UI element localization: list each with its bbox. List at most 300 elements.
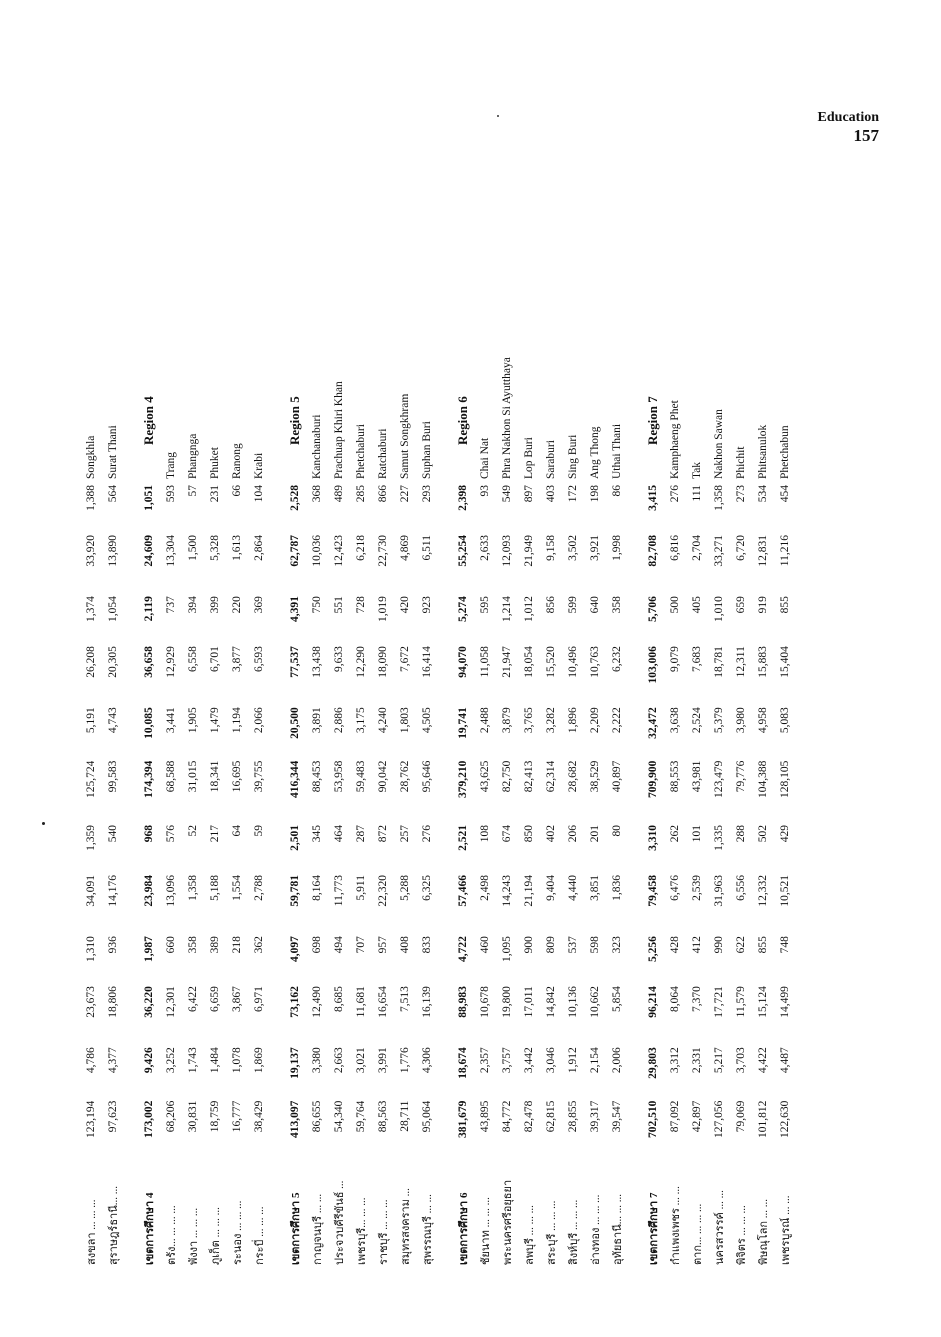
english-name-cell: Phetchaburi bbox=[355, 424, 367, 480]
value-cell: 36,658 bbox=[143, 646, 155, 678]
value-cell: 1,905 bbox=[187, 707, 199, 734]
thai-name-cell: พิษณุโลก ... ... bbox=[758, 1198, 770, 1265]
value-cell: 86 bbox=[611, 485, 623, 497]
page-number: 157 bbox=[853, 126, 879, 146]
value-cell: 11,058 bbox=[479, 646, 491, 678]
value-cell: 8,164 bbox=[311, 875, 323, 901]
value-cell: 6,593 bbox=[253, 646, 265, 673]
value-cell: 389 bbox=[209, 936, 221, 954]
value-cell: 10,036 bbox=[311, 535, 323, 567]
value-cell: 4,097 bbox=[289, 936, 301, 962]
value-cell: 856 bbox=[545, 596, 557, 614]
english-name-cell: Ratchaburi bbox=[377, 428, 389, 480]
value-cell: 14,176 bbox=[107, 875, 119, 907]
value-cell: 5,706 bbox=[647, 596, 659, 623]
value-cell: 403 bbox=[545, 485, 557, 503]
value-cell: 88,983 bbox=[457, 986, 469, 1018]
value-cell: 14,499 bbox=[779, 986, 791, 1018]
value-cell: 1,836 bbox=[611, 875, 623, 901]
value-cell: 368 bbox=[311, 485, 323, 503]
value-cell: 18,806 bbox=[107, 986, 119, 1018]
value-cell: 19,800 bbox=[501, 986, 513, 1018]
value-cell: 12,490 bbox=[311, 986, 323, 1018]
value-cell: 659 bbox=[735, 596, 747, 614]
value-cell: 2,633 bbox=[479, 535, 491, 561]
value-cell: 17,011 bbox=[523, 986, 535, 1018]
value-cell: 4,240 bbox=[377, 707, 389, 734]
thai-name-cell: ราชบุรี ... ... ... bbox=[378, 1199, 390, 1265]
value-cell: 174,394 bbox=[143, 760, 155, 798]
value-cell: 90,042 bbox=[377, 760, 389, 793]
value-cell: 413,097 bbox=[289, 1100, 301, 1138]
scan-speck bbox=[497, 115, 499, 117]
thai-name-cell: ตาก... ... ... ... bbox=[692, 1203, 704, 1265]
value-cell: 206 bbox=[567, 825, 579, 843]
value-cell: 936 bbox=[107, 936, 119, 954]
value-cell: 564 bbox=[107, 485, 119, 503]
value-cell: 16,139 bbox=[421, 986, 433, 1018]
value-cell: 79,069 bbox=[735, 1100, 747, 1133]
value-cell: 381,679 bbox=[457, 1100, 469, 1138]
value-cell: 88,563 bbox=[377, 1100, 389, 1133]
value-cell: 3,638 bbox=[669, 707, 681, 734]
value-cell: 12,423 bbox=[333, 535, 345, 567]
english-name-cell: Chai Nat bbox=[479, 437, 491, 480]
english-name-cell: Tak bbox=[691, 461, 703, 480]
value-cell: 599 bbox=[567, 596, 579, 614]
value-cell: 9,404 bbox=[545, 875, 557, 901]
value-cell: 39,755 bbox=[253, 760, 265, 793]
value-cell: 43,981 bbox=[691, 760, 703, 793]
thai-name-cell: สระบุรี ... ... ... bbox=[546, 1200, 558, 1265]
value-cell: 77,537 bbox=[289, 646, 301, 678]
value-cell: 82,478 bbox=[523, 1100, 535, 1133]
value-cell: 709,900 bbox=[647, 760, 659, 798]
value-cell: 99,583 bbox=[107, 760, 119, 793]
table-row bbox=[394, 265, 416, 1265]
value-cell: 7,370 bbox=[691, 986, 703, 1012]
value-cell: 737 bbox=[165, 596, 177, 614]
value-cell: 3,310 bbox=[647, 825, 659, 851]
value-cell: 173,002 bbox=[143, 1100, 155, 1138]
value-cell: 399 bbox=[209, 596, 221, 614]
value-cell: 16,414 bbox=[421, 646, 433, 678]
value-cell: 88,553 bbox=[669, 760, 681, 793]
value-cell: 3,380 bbox=[311, 1047, 323, 1074]
value-cell: 11,681 bbox=[355, 986, 367, 1018]
value-cell: 86,655 bbox=[311, 1100, 323, 1133]
value-cell: 660 bbox=[165, 936, 177, 954]
value-cell: 231 bbox=[209, 485, 221, 503]
table-row bbox=[102, 265, 124, 1265]
thai-name-cell: ระนอง ... ... ... bbox=[232, 1200, 244, 1265]
value-cell: 674 bbox=[501, 825, 513, 843]
english-name-cell: Surat Thani bbox=[107, 425, 119, 480]
value-cell: 1,803 bbox=[399, 707, 411, 734]
value-cell: 96,214 bbox=[647, 986, 659, 1018]
value-cell: 2,539 bbox=[691, 875, 703, 901]
value-cell: 5,328 bbox=[209, 535, 221, 561]
table-row bbox=[664, 265, 686, 1265]
english-name-cell: Phuket bbox=[209, 447, 221, 480]
value-cell: 10,521 bbox=[779, 875, 791, 907]
value-cell: 5,188 bbox=[209, 875, 221, 901]
value-cell: 429 bbox=[779, 825, 791, 843]
value-cell: 220 bbox=[231, 596, 243, 614]
value-cell: 728 bbox=[355, 596, 367, 614]
value-cell: 1,358 bbox=[187, 875, 199, 901]
value-cell: 923 bbox=[421, 596, 433, 614]
value-cell: 750 bbox=[311, 596, 323, 614]
value-cell: 18,341 bbox=[209, 760, 221, 793]
value-cell: 64 bbox=[231, 825, 243, 837]
thai-name-cell: เพชรบูรณ์ ... ... bbox=[780, 1195, 792, 1265]
value-cell: 6,558 bbox=[187, 646, 199, 673]
table-row bbox=[774, 265, 796, 1265]
value-cell: 5,274 bbox=[457, 596, 469, 623]
english-name-cell: Saraburi bbox=[545, 440, 557, 480]
value-cell: 95,646 bbox=[421, 760, 433, 793]
english-name-cell: Samut Songkhram bbox=[399, 393, 411, 480]
value-cell: 4,422 bbox=[757, 1047, 769, 1074]
value-cell: 218 bbox=[231, 936, 243, 954]
thai-name-cell: กำแพงเพชร ... ... bbox=[670, 1186, 682, 1265]
value-cell: 640 bbox=[589, 596, 601, 614]
value-cell: 5,911 bbox=[355, 875, 367, 901]
value-cell: 1,743 bbox=[187, 1047, 199, 1074]
value-cell: 11,216 bbox=[779, 535, 791, 567]
value-cell: 534 bbox=[757, 485, 769, 503]
value-cell: 3,921 bbox=[589, 535, 601, 561]
value-cell: 12,332 bbox=[757, 875, 769, 907]
value-cell: 502 bbox=[757, 825, 769, 843]
value-cell: 2,331 bbox=[691, 1047, 703, 1074]
table-row bbox=[80, 265, 102, 1265]
value-cell: 1,500 bbox=[187, 535, 199, 561]
value-cell: 3,879 bbox=[501, 707, 513, 734]
value-cell: 4,505 bbox=[421, 707, 433, 734]
value-cell: 968 bbox=[143, 825, 155, 843]
value-cell: 21,194 bbox=[523, 875, 535, 907]
value-cell: 9,079 bbox=[669, 646, 681, 673]
value-cell: 16,695 bbox=[231, 760, 243, 793]
value-cell: 10,678 bbox=[479, 986, 491, 1018]
value-cell: 3,991 bbox=[377, 1047, 389, 1074]
thai-name-cell: สุพรรณบุรี ... ... bbox=[422, 1194, 434, 1265]
english-name-cell: Krabi bbox=[253, 452, 265, 480]
value-cell: 358 bbox=[187, 936, 199, 954]
value-cell: 593 bbox=[165, 485, 177, 503]
table-row bbox=[730, 265, 752, 1265]
value-cell: 13,890 bbox=[107, 535, 119, 567]
value-cell: 39,547 bbox=[611, 1100, 623, 1133]
value-cell: 3,867 bbox=[231, 986, 243, 1012]
value-cell: 748 bbox=[779, 936, 791, 954]
english-name-cell: Kamphaeng Phet bbox=[669, 400, 681, 480]
value-cell: 362 bbox=[253, 936, 265, 954]
english-name-cell: Songkhla bbox=[85, 435, 97, 480]
value-cell: 4,958 bbox=[757, 707, 769, 734]
value-cell: 3,442 bbox=[523, 1047, 535, 1074]
english-name-cell: Trang bbox=[165, 451, 177, 480]
statistics-table bbox=[80, 265, 796, 1265]
value-cell: 68,206 bbox=[165, 1100, 177, 1133]
value-cell: 428 bbox=[669, 936, 681, 954]
value-cell: 13,096 bbox=[165, 875, 177, 907]
value-cell: 14,243 bbox=[501, 875, 513, 907]
value-cell: 4,306 bbox=[421, 1047, 433, 1074]
value-cell: 2,886 bbox=[333, 707, 345, 734]
table-row bbox=[686, 265, 708, 1265]
thai-name-cell: สงขลา ... ... ... bbox=[86, 1199, 98, 1265]
value-cell: 9,158 bbox=[545, 535, 557, 561]
rotated-table-container bbox=[80, 265, 880, 1265]
value-cell: 549 bbox=[501, 485, 513, 503]
english-name-cell: Uthai Thani bbox=[611, 423, 623, 480]
value-cell: 10,136 bbox=[567, 986, 579, 1018]
value-cell: 10,763 bbox=[589, 646, 601, 678]
thai-name-cell: เขตการศึกษา 4 bbox=[144, 1192, 156, 1265]
value-cell: 31,963 bbox=[713, 875, 725, 907]
value-cell: 872 bbox=[377, 825, 389, 843]
value-cell: 95,064 bbox=[421, 1100, 433, 1133]
value-cell: 22,730 bbox=[377, 535, 389, 567]
block-spacer bbox=[628, 265, 642, 1265]
value-cell: 227 bbox=[399, 485, 411, 503]
thai-name-cell: เขตการศึกษา 7 bbox=[648, 1192, 660, 1265]
value-cell: 9,633 bbox=[333, 646, 345, 673]
value-cell: 1,078 bbox=[231, 1047, 243, 1074]
english-name-cell: Ranong bbox=[231, 443, 243, 480]
value-cell: 2,788 bbox=[253, 875, 265, 901]
region-total-row bbox=[138, 265, 160, 1265]
value-cell: 288 bbox=[735, 825, 747, 843]
table-row bbox=[606, 265, 628, 1265]
value-cell: 57,466 bbox=[457, 875, 469, 907]
value-cell: 14,842 bbox=[545, 986, 557, 1018]
value-cell: 3,765 bbox=[523, 707, 535, 734]
thai-name-cell: นครสวรรค์ ... ... bbox=[714, 1190, 726, 1265]
value-cell: 62,815 bbox=[545, 1100, 557, 1133]
value-cell: 2,006 bbox=[611, 1047, 623, 1074]
value-cell: 3,252 bbox=[165, 1047, 177, 1074]
value-cell: 4,440 bbox=[567, 875, 579, 901]
value-cell: 5,379 bbox=[713, 707, 725, 734]
value-cell: 5,083 bbox=[779, 707, 791, 734]
value-cell: 87,092 bbox=[669, 1100, 681, 1133]
thai-name-cell: เขตการศึกษา 5 bbox=[290, 1192, 302, 1265]
value-cell: 59 bbox=[253, 825, 265, 837]
value-cell: 12,301 bbox=[165, 986, 177, 1018]
value-cell: 1,019 bbox=[377, 596, 389, 623]
value-cell: 13,304 bbox=[165, 535, 177, 567]
thai-name-cell: พระนครศรีอยุธยา bbox=[502, 1179, 514, 1265]
value-cell: 68,588 bbox=[165, 760, 177, 793]
value-cell: 128,105 bbox=[779, 760, 791, 798]
value-cell: 900 bbox=[523, 936, 535, 954]
value-cell: 1,010 bbox=[713, 596, 725, 623]
value-cell: 12,290 bbox=[355, 646, 367, 678]
value-cell: 489 bbox=[333, 485, 345, 503]
value-cell: 8,685 bbox=[333, 986, 345, 1012]
english-name-cell: Region 4 bbox=[141, 396, 156, 446]
table-row bbox=[496, 265, 518, 1265]
value-cell: 919 bbox=[757, 596, 769, 614]
value-cell: 2,663 bbox=[333, 1047, 345, 1074]
value-cell: 31,015 bbox=[187, 760, 199, 793]
value-cell: 12,929 bbox=[165, 646, 177, 678]
value-cell: 3,877 bbox=[231, 646, 243, 673]
value-cell: 1,987 bbox=[143, 936, 155, 962]
value-cell: 2,704 bbox=[691, 535, 703, 561]
value-cell: 42,897 bbox=[691, 1100, 703, 1133]
value-cell: 707 bbox=[355, 936, 367, 954]
value-cell: 1,012 bbox=[523, 596, 535, 623]
block-spacer bbox=[124, 265, 138, 1265]
thai-name-cell: ชัยนาท ... ... ... bbox=[480, 1197, 492, 1265]
value-cell: 2,488 bbox=[479, 707, 491, 734]
value-cell: 19,741 bbox=[457, 707, 469, 739]
value-cell: 420 bbox=[399, 596, 411, 614]
value-cell: 43,895 bbox=[479, 1100, 491, 1133]
english-name-cell: Phetchabun bbox=[779, 425, 791, 480]
value-cell: 405 bbox=[691, 596, 703, 614]
value-cell: 20,305 bbox=[107, 646, 119, 678]
value-cell: 10,085 bbox=[143, 707, 155, 739]
value-cell: 460 bbox=[479, 936, 491, 954]
value-cell: 293 bbox=[421, 485, 433, 503]
value-cell: 2,498 bbox=[479, 875, 491, 901]
value-cell: 82,413 bbox=[523, 760, 535, 793]
value-cell: 262 bbox=[669, 825, 681, 843]
value-cell: 1,912 bbox=[567, 1047, 579, 1074]
value-cell: 101 bbox=[691, 825, 703, 843]
value-cell: 22,320 bbox=[377, 875, 389, 907]
english-name-cell: Phichit bbox=[735, 446, 747, 480]
value-cell: 34,091 bbox=[85, 875, 97, 907]
value-cell: 82,750 bbox=[501, 760, 513, 793]
thai-name-cell: ลพบุรี ... ... ... bbox=[524, 1205, 536, 1265]
value-cell: 257 bbox=[399, 825, 411, 843]
value-cell: 172 bbox=[567, 485, 579, 503]
region-total-row bbox=[284, 265, 306, 1265]
value-cell: 345 bbox=[311, 825, 323, 843]
value-cell: 16,777 bbox=[231, 1100, 243, 1133]
value-cell: 1,095 bbox=[501, 936, 513, 962]
thai-name-cell: พังงา ... ... ... bbox=[188, 1207, 200, 1265]
value-cell: 18,781 bbox=[713, 646, 725, 678]
value-cell: 833 bbox=[421, 936, 433, 954]
value-cell: 4,786 bbox=[85, 1047, 97, 1074]
value-cell: 10,496 bbox=[567, 646, 579, 678]
value-cell: 111 bbox=[691, 485, 703, 502]
value-cell: 23,984 bbox=[143, 875, 155, 907]
value-cell: 59,764 bbox=[355, 1100, 367, 1133]
value-cell: 2,066 bbox=[253, 707, 265, 734]
value-cell: 3,502 bbox=[567, 535, 579, 561]
value-cell: 1,194 bbox=[231, 707, 243, 734]
value-cell: 3,282 bbox=[545, 707, 557, 734]
table-row bbox=[540, 265, 562, 1265]
value-cell: 1,869 bbox=[253, 1047, 265, 1074]
value-cell: 850 bbox=[523, 825, 535, 843]
table-row bbox=[474, 265, 496, 1265]
value-cell: 3,046 bbox=[545, 1047, 557, 1074]
value-cell: 4,377 bbox=[107, 1047, 119, 1074]
table-row bbox=[518, 265, 540, 1265]
value-cell: 990 bbox=[713, 936, 725, 954]
value-cell: 20,500 bbox=[289, 707, 301, 739]
section-title: Education bbox=[817, 110, 879, 125]
value-cell: 2,528 bbox=[289, 485, 301, 511]
value-cell: 855 bbox=[757, 936, 769, 954]
value-cell: 15,124 bbox=[757, 986, 769, 1018]
value-cell: 88,453 bbox=[311, 760, 323, 793]
value-cell: 855 bbox=[779, 596, 791, 614]
english-name-cell: Phra Nakhon Si Ayutthaya bbox=[501, 357, 513, 480]
value-cell: 104,388 bbox=[757, 760, 769, 798]
value-cell: 809 bbox=[545, 936, 557, 954]
value-cell: 537 bbox=[567, 936, 579, 954]
value-cell: 3,021 bbox=[355, 1047, 367, 1074]
value-cell: 123,479 bbox=[713, 760, 725, 798]
value-cell: 412 bbox=[691, 936, 703, 954]
value-cell: 1,358 bbox=[713, 485, 725, 511]
value-cell: 97,623 bbox=[107, 1100, 119, 1133]
value-cell: 6,701 bbox=[209, 646, 221, 673]
value-cell: 1,896 bbox=[567, 707, 579, 734]
value-cell: 62,314 bbox=[545, 760, 557, 793]
value-cell: 4,487 bbox=[779, 1047, 791, 1074]
value-cell: 4,391 bbox=[289, 596, 301, 623]
value-cell: 6,971 bbox=[253, 986, 265, 1012]
value-cell: 897 bbox=[523, 485, 535, 503]
value-cell: 43,625 bbox=[479, 760, 491, 793]
value-cell: 2,864 bbox=[253, 535, 265, 561]
table-row bbox=[204, 265, 226, 1265]
value-cell: 408 bbox=[399, 936, 411, 954]
value-cell: 7,683 bbox=[691, 646, 703, 673]
value-cell: 5,191 bbox=[85, 707, 97, 734]
value-cell: 2,222 bbox=[611, 707, 623, 734]
value-cell: 15,404 bbox=[779, 646, 791, 678]
value-cell: 358 bbox=[611, 596, 623, 614]
table-row bbox=[584, 265, 606, 1265]
value-cell: 38,429 bbox=[253, 1100, 265, 1133]
value-cell: 30,831 bbox=[187, 1100, 199, 1133]
value-cell: 28,855 bbox=[567, 1100, 579, 1133]
value-cell: 54,340 bbox=[333, 1100, 345, 1133]
value-cell: 1,335 bbox=[713, 825, 725, 851]
value-cell: 5,854 bbox=[611, 986, 623, 1012]
value-cell: 379,210 bbox=[457, 760, 469, 798]
value-cell: 15,883 bbox=[757, 646, 769, 678]
thai-name-cell: พิจิตร ... ... ... bbox=[736, 1205, 748, 1265]
english-name-cell: Prachuap Khiri Khan bbox=[333, 381, 345, 480]
value-cell: 16,654 bbox=[377, 986, 389, 1018]
value-cell: 122,630 bbox=[779, 1100, 791, 1138]
thai-name-cell: ประจวบคีรีขันธ์ ... bbox=[334, 1180, 346, 1265]
value-cell: 79,776 bbox=[735, 760, 747, 793]
value-cell: 1,998 bbox=[611, 535, 623, 561]
block-spacer bbox=[270, 265, 284, 1265]
value-cell: 28,682 bbox=[567, 760, 579, 793]
value-cell: 4,722 bbox=[457, 936, 469, 962]
value-cell: 66 bbox=[231, 485, 243, 497]
value-cell: 36,220 bbox=[143, 986, 155, 1018]
value-cell: 1,613 bbox=[231, 535, 243, 561]
thai-name-cell: อ่างทอง ... ... ... bbox=[590, 1194, 602, 1265]
